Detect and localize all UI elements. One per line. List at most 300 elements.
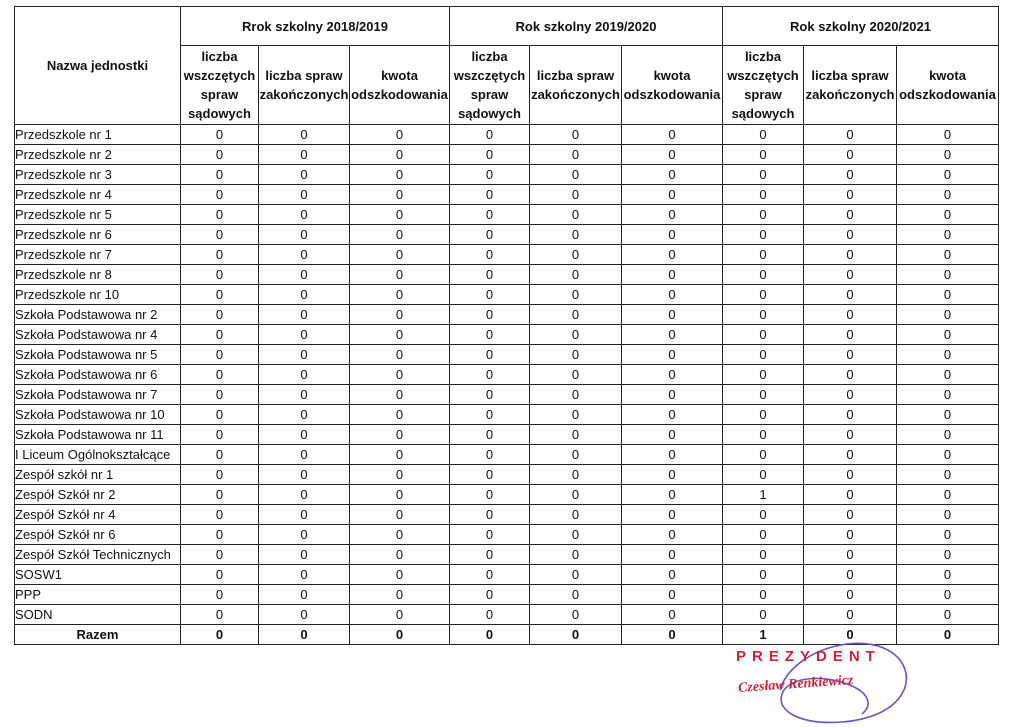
- value-cell: 0: [622, 345, 723, 365]
- table-row: [15, 365, 999, 385]
- value-cell: 0: [350, 585, 450, 605]
- value-cell: 0: [804, 145, 897, 165]
- value-cell: 0: [530, 605, 622, 625]
- value-cell: 0: [804, 205, 897, 225]
- table-row: [15, 405, 999, 425]
- value-cell: 0: [181, 205, 259, 225]
- value-cell: 0: [259, 525, 350, 545]
- value-cell: 0: [259, 125, 350, 145]
- table-row: [15, 225, 999, 245]
- value-cell: 0: [723, 385, 804, 405]
- table-row: [15, 265, 999, 285]
- value-cell: 0: [450, 465, 530, 485]
- value-cell: 0: [350, 425, 450, 445]
- value-cell: 0: [259, 305, 350, 325]
- value-cell: 0: [530, 465, 622, 485]
- table-row: [15, 505, 999, 525]
- value-cell: 0: [259, 505, 350, 525]
- value-cell: 0: [350, 465, 450, 485]
- value-cell: 0: [622, 485, 723, 505]
- sub-header-3-2: liczba spraw zakończonych: [804, 46, 897, 125]
- unit-name-cell: Zespół Szkół nr 2: [15, 485, 181, 505]
- value-cell: 0: [181, 445, 259, 465]
- unit-name-cell: Przedszkole nr 2: [15, 145, 181, 165]
- value-cell: 0: [450, 565, 530, 585]
- value-cell: 0: [450, 305, 530, 325]
- value-cell: 0: [622, 305, 723, 325]
- value-cell: 0: [181, 185, 259, 205]
- unit-name-cell: Przedszkole nr 8: [15, 265, 181, 285]
- sub-header-2-3: kwota odszkodowania: [622, 46, 723, 125]
- value-cell: 0: [181, 245, 259, 265]
- value-cell: 0: [450, 365, 530, 385]
- table-row: [15, 385, 999, 405]
- value-cell: 0: [350, 185, 450, 205]
- value-cell: 0: [622, 585, 723, 605]
- value-cell: 0: [804, 285, 897, 305]
- value-cell: 0: [450, 145, 530, 165]
- value-cell: 0: [450, 425, 530, 445]
- table-row: [15, 285, 999, 305]
- value-cell: 0: [897, 485, 999, 505]
- value-cell: 0: [897, 325, 999, 345]
- value-cell: 0: [350, 525, 450, 545]
- value-cell: 0: [622, 405, 723, 425]
- total-value-cell: 0: [350, 625, 450, 645]
- table-row: [15, 545, 999, 565]
- value-cell: 0: [723, 185, 804, 205]
- value-cell: 0: [259, 385, 350, 405]
- stamp-name: Czesław Renkiewicz: [737, 672, 854, 697]
- value-cell: 0: [450, 125, 530, 145]
- value-cell: 0: [350, 505, 450, 525]
- value-cell: 0: [897, 165, 999, 185]
- value-cell: 0: [723, 285, 804, 305]
- value-cell: 0: [450, 285, 530, 305]
- value-cell: 0: [259, 605, 350, 625]
- value-cell: 0: [723, 425, 804, 445]
- value-cell: 0: [897, 245, 999, 265]
- year-header-2019-2020: Rok szkolny 2019/2020: [450, 7, 723, 46]
- table-row: [15, 165, 999, 185]
- value-cell: 0: [897, 345, 999, 365]
- value-cell: 0: [622, 125, 723, 145]
- table-row: [15, 125, 999, 145]
- value-cell: 0: [259, 425, 350, 445]
- table-row: [15, 485, 999, 505]
- unit-name-cell: SODN: [15, 605, 181, 625]
- table-row: [15, 445, 999, 465]
- value-cell: 0: [804, 385, 897, 405]
- value-cell: 0: [804, 485, 897, 505]
- value-cell: 0: [897, 125, 999, 145]
- unit-name-cell: Przedszkole nr 7: [15, 245, 181, 265]
- value-cell: 0: [259, 585, 350, 605]
- table-row: [15, 145, 999, 165]
- value-cell: 0: [897, 265, 999, 285]
- value-cell: 0: [804, 265, 897, 285]
- value-cell: 0: [622, 505, 723, 525]
- value-cell: 0: [897, 185, 999, 205]
- value-cell: 0: [350, 285, 450, 305]
- value-cell: 0: [530, 505, 622, 525]
- unit-name-cell: Przedszkole nr 3: [15, 165, 181, 185]
- value-cell: 0: [259, 205, 350, 225]
- unit-name-header: Nazwa jednostki: [15, 7, 181, 125]
- value-cell: 0: [181, 305, 259, 325]
- value-cell: 0: [723, 545, 804, 565]
- value-cell: 0: [259, 165, 350, 185]
- value-cell: 0: [804, 585, 897, 605]
- total-value-cell: 0: [897, 625, 999, 645]
- value-cell: 0: [181, 565, 259, 585]
- unit-name-cell: Zespół Szkół nr 6: [15, 525, 181, 545]
- value-cell: 0: [530, 165, 622, 185]
- total-value-cell: 0: [259, 625, 350, 645]
- value-cell: 0: [622, 265, 723, 285]
- value-cell: 0: [181, 125, 259, 145]
- year-header-2018-2019: Rrok szkolny 2018/2019: [181, 7, 450, 46]
- sub-header-3-3: kwota odszkodowania: [897, 46, 999, 125]
- value-cell: 0: [897, 565, 999, 585]
- value-cell: 0: [530, 345, 622, 365]
- value-cell: 0: [530, 385, 622, 405]
- value-cell: 0: [530, 445, 622, 465]
- value-cell: 0: [897, 305, 999, 325]
- value-cell: 0: [723, 445, 804, 465]
- value-cell: 0: [804, 245, 897, 265]
- value-cell: 0: [530, 585, 622, 605]
- year-header-row: [15, 7, 999, 46]
- value-cell: 0: [450, 185, 530, 205]
- value-cell: 0: [259, 465, 350, 485]
- unit-name-cell: Przedszkole nr 6: [15, 225, 181, 245]
- value-cell: 0: [350, 205, 450, 225]
- table-row: [15, 465, 999, 485]
- value-cell: 0: [530, 145, 622, 165]
- value-cell: 0: [259, 405, 350, 425]
- table-row: [15, 185, 999, 205]
- value-cell: 0: [450, 485, 530, 505]
- value-cell: 0: [897, 445, 999, 465]
- value-cell: 0: [450, 405, 530, 425]
- value-cell: 0: [804, 305, 897, 325]
- value-cell: 0: [897, 465, 999, 485]
- value-cell: 0: [450, 505, 530, 525]
- value-cell: 0: [450, 585, 530, 605]
- value-cell: 0: [723, 125, 804, 145]
- value-cell: 0: [259, 565, 350, 585]
- value-cell: 0: [723, 525, 804, 545]
- value-cell: 0: [897, 145, 999, 165]
- sub-header-1-1: liczba wszczętych spraw sądowych: [181, 46, 259, 125]
- value-cell: 0: [897, 225, 999, 245]
- unit-name-cell: Szkoła Podstawowa nr 6: [15, 365, 181, 385]
- value-cell: 0: [259, 485, 350, 505]
- total-value-cell: 1: [723, 625, 804, 645]
- value-cell: 0: [530, 545, 622, 565]
- value-cell: 0: [622, 385, 723, 405]
- value-cell: 0: [723, 345, 804, 365]
- value-cell: 0: [181, 465, 259, 485]
- value-cell: 0: [350, 545, 450, 565]
- value-cell: 0: [181, 145, 259, 165]
- value-cell: 0: [622, 605, 723, 625]
- value-cell: 0: [723, 565, 804, 585]
- value-cell: 0: [530, 365, 622, 385]
- value-cell: 0: [530, 225, 622, 245]
- value-cell: 0: [723, 145, 804, 165]
- value-cell: 0: [897, 405, 999, 425]
- total-label: Razem: [15, 625, 181, 645]
- unit-name-cell: Przedszkole nr 10: [15, 285, 181, 305]
- value-cell: 0: [622, 245, 723, 265]
- total-value-cell: 0: [530, 625, 622, 645]
- value-cell: 0: [259, 185, 350, 205]
- table-row: [15, 205, 999, 225]
- value-cell: 0: [723, 165, 804, 185]
- unit-name-cell: Przedszkole nr 1: [15, 125, 181, 145]
- value-cell: 0: [350, 345, 450, 365]
- unit-name-cell: Zespół szkół nr 1: [15, 465, 181, 485]
- sub-header-2-2: liczba spraw zakończonych: [530, 46, 622, 125]
- value-cell: 0: [723, 265, 804, 285]
- value-cell: 0: [259, 545, 350, 565]
- value-cell: 0: [450, 605, 530, 625]
- value-cell: 0: [622, 425, 723, 445]
- table-row: [15, 325, 999, 345]
- value-cell: 0: [897, 525, 999, 545]
- value-cell: 0: [181, 525, 259, 545]
- value-cell: 0: [259, 445, 350, 465]
- value-cell: 0: [350, 385, 450, 405]
- value-cell: 0: [897, 505, 999, 525]
- total-value-cell: 0: [622, 625, 723, 645]
- value-cell: 0: [181, 485, 259, 505]
- value-cell: 0: [723, 465, 804, 485]
- value-cell: 0: [622, 285, 723, 305]
- unit-name-cell: Szkoła Podstawowa nr 7: [15, 385, 181, 405]
- value-cell: 0: [530, 325, 622, 345]
- value-cell: 0: [804, 225, 897, 245]
- value-cell: 0: [622, 545, 723, 565]
- value-cell: 0: [723, 585, 804, 605]
- value-cell: 0: [530, 405, 622, 425]
- value-cell: 0: [259, 345, 350, 365]
- value-cell: 0: [530, 285, 622, 305]
- value-cell: 0: [897, 585, 999, 605]
- value-cell: 0: [350, 225, 450, 245]
- value-cell: 0: [897, 365, 999, 385]
- total-value-cell: 0: [804, 625, 897, 645]
- value-cell: 0: [181, 425, 259, 445]
- table-row: [15, 565, 999, 585]
- value-cell: 0: [530, 485, 622, 505]
- value-cell: 0: [259, 245, 350, 265]
- value-cell: 0: [181, 325, 259, 345]
- value-cell: 0: [804, 565, 897, 585]
- value-cell: 0: [622, 185, 723, 205]
- value-cell: 0: [622, 445, 723, 465]
- value-cell: 0: [804, 605, 897, 625]
- value-cell: 0: [723, 325, 804, 345]
- value-cell: 0: [259, 285, 350, 305]
- value-cell: 0: [897, 605, 999, 625]
- table-row: [15, 425, 999, 445]
- value-cell: 0: [450, 525, 530, 545]
- table-row: [15, 305, 999, 325]
- court-cases-table: [14, 6, 999, 645]
- value-cell: 0: [723, 405, 804, 425]
- value-cell: 0: [530, 185, 622, 205]
- table-body: [15, 125, 999, 645]
- value-cell: 0: [897, 285, 999, 305]
- value-cell: 0: [804, 425, 897, 445]
- value-cell: 0: [530, 425, 622, 445]
- value-cell: 0: [622, 325, 723, 345]
- value-cell: 0: [259, 325, 350, 345]
- total-value-cell: 0: [450, 625, 530, 645]
- unit-name-cell: Przedszkole nr 4: [15, 185, 181, 205]
- unit-name-cell: Szkoła Podstawowa nr 11: [15, 425, 181, 445]
- value-cell: 0: [350, 305, 450, 325]
- unit-name-cell: Zespół Szkół Technicznych: [15, 545, 181, 565]
- value-cell: 0: [530, 305, 622, 325]
- unit-name-cell: PPP: [15, 585, 181, 605]
- value-cell: 1: [723, 485, 804, 505]
- value-cell: 0: [530, 205, 622, 225]
- value-cell: 0: [181, 265, 259, 285]
- value-cell: 0: [450, 445, 530, 465]
- value-cell: 0: [530, 265, 622, 285]
- value-cell: 0: [259, 225, 350, 245]
- value-cell: 0: [181, 505, 259, 525]
- value-cell: 0: [804, 525, 897, 545]
- value-cell: 0: [530, 525, 622, 545]
- value-cell: 0: [450, 385, 530, 405]
- sub-header-1-3: kwota odszkodowania: [350, 46, 450, 125]
- unit-name-cell: Szkoła Podstawowa nr 10: [15, 405, 181, 425]
- value-cell: 0: [181, 405, 259, 425]
- value-cell: 0: [181, 585, 259, 605]
- table-row: [15, 345, 999, 365]
- value-cell: 0: [622, 145, 723, 165]
- year-header-2020-2021: Rok szkolny 2020/2021: [723, 7, 999, 46]
- value-cell: 0: [350, 565, 450, 585]
- value-cell: 0: [723, 245, 804, 265]
- value-cell: 0: [350, 265, 450, 285]
- sub-header-1-2: liczba spraw zakończonych: [259, 46, 350, 125]
- value-cell: 0: [181, 365, 259, 385]
- value-cell: 0: [350, 125, 450, 145]
- value-cell: 0: [622, 525, 723, 545]
- value-cell: 0: [350, 445, 450, 465]
- unit-name-cell: Szkoła Podstawowa nr 4: [15, 325, 181, 345]
- value-cell: 0: [350, 325, 450, 345]
- table-row: [15, 585, 999, 605]
- value-cell: 0: [804, 365, 897, 385]
- value-cell: 0: [259, 265, 350, 285]
- value-cell: 0: [181, 545, 259, 565]
- value-cell: 0: [450, 325, 530, 345]
- value-cell: 0: [897, 385, 999, 405]
- value-cell: 0: [622, 465, 723, 485]
- value-cell: 0: [622, 365, 723, 385]
- table-row: [15, 605, 999, 625]
- unit-name-cell: Szkoła Podstawowa nr 5: [15, 345, 181, 365]
- value-cell: 0: [450, 165, 530, 185]
- value-cell: 0: [804, 445, 897, 465]
- value-cell: 0: [350, 145, 450, 165]
- sub-header-2-1: liczba wszczętych spraw sądowych: [450, 46, 530, 125]
- value-cell: 0: [350, 365, 450, 385]
- unit-name-cell: Przedszkole nr 5: [15, 205, 181, 225]
- value-cell: 0: [804, 405, 897, 425]
- value-cell: 0: [804, 505, 897, 525]
- unit-name-cell: I Liceum Ogólnokształcące: [15, 445, 181, 465]
- value-cell: 0: [622, 565, 723, 585]
- value-cell: 0: [181, 165, 259, 185]
- value-cell: 0: [181, 225, 259, 245]
- value-cell: 0: [804, 545, 897, 565]
- table-row: [15, 245, 999, 265]
- value-cell: 0: [181, 345, 259, 365]
- value-cell: 0: [350, 605, 450, 625]
- value-cell: 0: [723, 305, 804, 325]
- value-cell: 0: [530, 125, 622, 145]
- value-cell: 0: [723, 365, 804, 385]
- unit-name-cell: SOSW1: [15, 565, 181, 585]
- value-cell: 0: [450, 265, 530, 285]
- value-cell: 0: [622, 205, 723, 225]
- value-cell: 0: [350, 165, 450, 185]
- value-cell: 0: [530, 245, 622, 265]
- value-cell: 0: [622, 225, 723, 245]
- value-cell: 0: [804, 345, 897, 365]
- value-cell: 0: [723, 505, 804, 525]
- sub-header-3-1: liczba wszczętych spraw sądowych: [723, 46, 804, 125]
- value-cell: 0: [897, 425, 999, 445]
- value-cell: 0: [530, 565, 622, 585]
- value-cell: 0: [804, 325, 897, 345]
- unit-name-cell: Zespół Szkół nr 4: [15, 505, 181, 525]
- value-cell: 0: [622, 165, 723, 185]
- value-cell: 0: [897, 205, 999, 225]
- value-cell: 0: [723, 205, 804, 225]
- unit-name-cell: Szkoła Podstawowa nr 2: [15, 305, 181, 325]
- president-stamp: [722, 628, 922, 726]
- value-cell: 0: [450, 205, 530, 225]
- value-cell: 0: [259, 145, 350, 165]
- value-cell: 0: [897, 545, 999, 565]
- value-cell: 0: [804, 165, 897, 185]
- value-cell: 0: [804, 125, 897, 145]
- total-value-cell: 0: [181, 625, 259, 645]
- value-cell: 0: [350, 405, 450, 425]
- value-cell: 0: [723, 225, 804, 245]
- value-cell: 0: [450, 245, 530, 265]
- value-cell: 0: [350, 485, 450, 505]
- value-cell: 0: [450, 225, 530, 245]
- value-cell: 0: [181, 385, 259, 405]
- value-cell: 0: [259, 365, 350, 385]
- value-cell: 0: [804, 465, 897, 485]
- stamp-title: PREZYDENT: [736, 648, 881, 665]
- value-cell: 0: [181, 605, 259, 625]
- table-row: [15, 525, 999, 545]
- value-cell: 0: [804, 185, 897, 205]
- value-cell: 0: [350, 245, 450, 265]
